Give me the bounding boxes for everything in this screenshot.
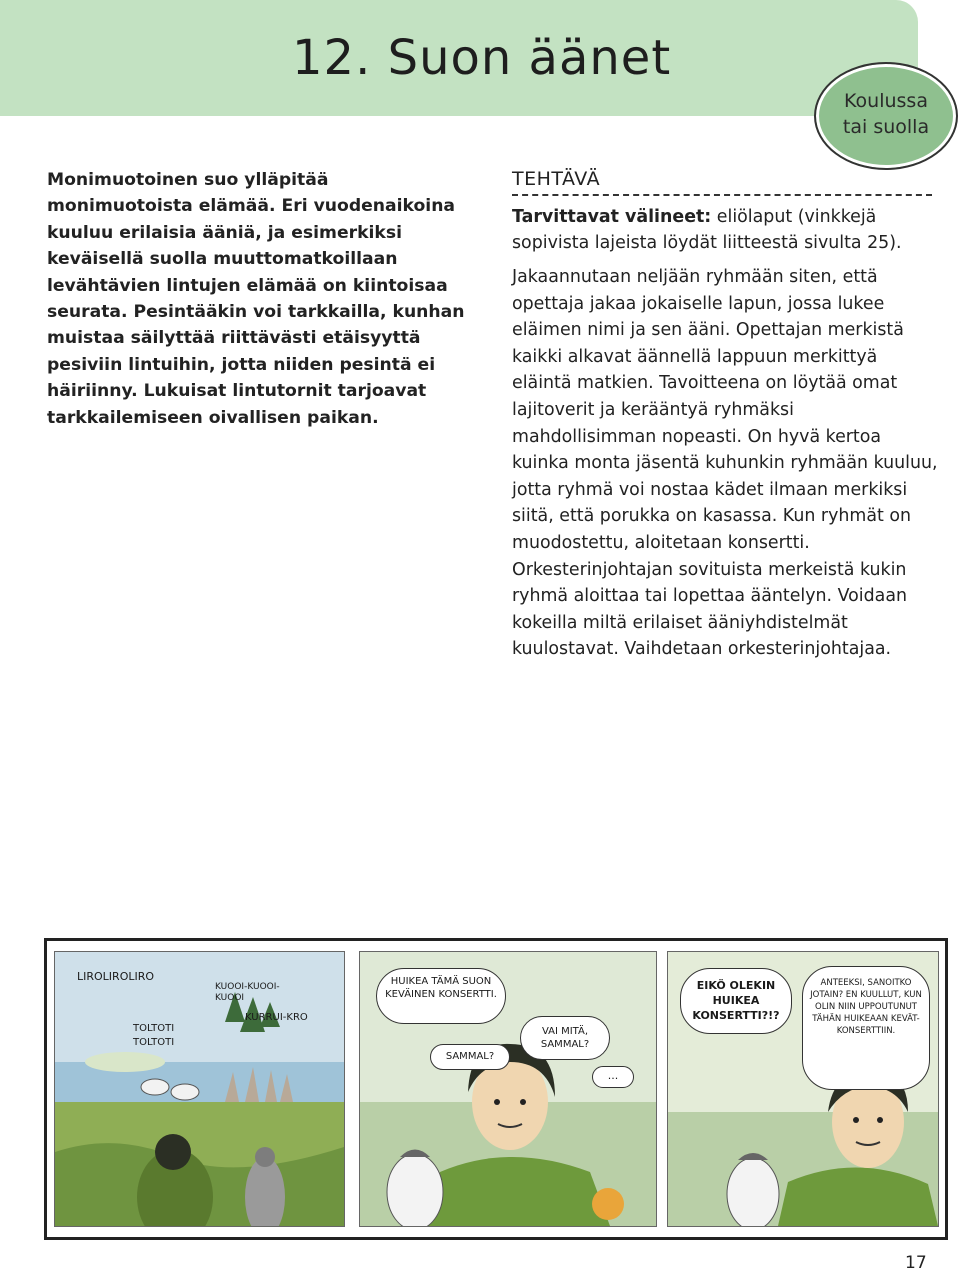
speech-bubble-sammal: SAMMAL?: [430, 1044, 510, 1070]
equipment-label: Tarvittavat välineet:: [512, 207, 712, 227]
speech-bubble-dots: ...: [592, 1066, 634, 1088]
task-instructions: Jakaannutaan neljään ryhmään siten, että opettaja jakaa jokaiselle lapun, jossa lukee eläimen nimi ja sen ääni. Opettajan merkistä kaikki alkavat äännellä lappuun merkittyä eläintä matkien. Tavoitteena on löytää omat lajitoverit ja kerääntyä ryhmäksi mahdollisimman nopeasti. On hyvä kertoa kuinka monta jäsentä kuhunkin ryhmään kuuluu, jotta ryhmä voi nostaa kädet ilmaan merkiksi siitä, että porukka on kasassa. Kun ryhmät on muodostettu, aloitetaan konsertti. Orkesterinjohtajan sovituista merkeistä kukin ryhmä aloittaa tai lopettaa ääntelyn. Voidaan kokeilla miltä erilaiset ääniyhdistelmät kuulostavat. Vaihdetaan orkesterinjohtajaa.: [512, 267, 938, 660]
comic-panel-2: [359, 951, 657, 1227]
page-number: 17: [905, 1253, 927, 1273]
panel-1-illustration: [55, 952, 344, 1226]
speech-bubble-huikea: HUIKEA TÄMÄ SUON KEVÄINEN KONSERTTI.: [376, 968, 506, 1024]
speech-bubble-anteeksi: ANTEEKSI, SANOITKO JOTAIN? EN KUULLUT, KUN OLIN NIIN UPPOUTUNUT TÄHÄN HUIKEAAN KEVÄT-KONSERTTIIN.: [802, 966, 930, 1090]
badge-line-2: tai suolla: [842, 116, 930, 138]
speech-bubble-eiko-olekin: EIKÖ OLEKIN HUIKEA KONSERTTI?!?: [680, 968, 792, 1034]
dashed-divider: [512, 194, 932, 196]
comic-panel-1: [54, 951, 345, 1227]
task-heading: TEHTÄVÄ: [512, 168, 601, 190]
sound-toltoti: TOLTOTI TOLTOTI: [133, 1023, 175, 1048]
speech-bubble-vai-mita: VAI MITÄ, SAMMAL?: [520, 1016, 610, 1060]
equipment-text: eliölaput (vinkkejä sopivista lajeista löydät liitteestä sivulta 25).: [512, 207, 902, 254]
intro-paragraph: Monimuotoinen suo ylläpitää monimuotoista elämää. Eri vuodenaikoina kuuluu erilaisia ääniä, ja esimerkiksi keväisellä suolla muuttomatkoillaan levähtävien lintujen elämää on kiintoisaa seurata. Pesintääkin voi tarkkailla, kunhan muistaa säilyttää riittävästi etäisyyttä pesiviin lintuihin, jotta niiden pesintä ei häiriinny. Lukuisat lintutornit tarjoavat tarkkailemiseen oivallisen paikan.: [47, 170, 465, 428]
equipment-paragraph: [512, 204, 937, 257]
badge-text: [816, 88, 956, 140]
location-badge: [814, 62, 958, 170]
sound-kuooi: KUOOI-KUOOI-KUOOI: [215, 982, 280, 1003]
comic-panel-3: [667, 951, 939, 1227]
sound-kurrui: KURRUI-KRO: [245, 1012, 308, 1023]
intro-text-block: [47, 167, 467, 431]
sound-liroliro: LIROLIROLIRO: [77, 970, 155, 983]
comic-strip: [44, 938, 948, 1240]
page-title: 12. Suon äänet: [292, 30, 672, 86]
badge-line-1: Koulussa: [844, 90, 928, 112]
